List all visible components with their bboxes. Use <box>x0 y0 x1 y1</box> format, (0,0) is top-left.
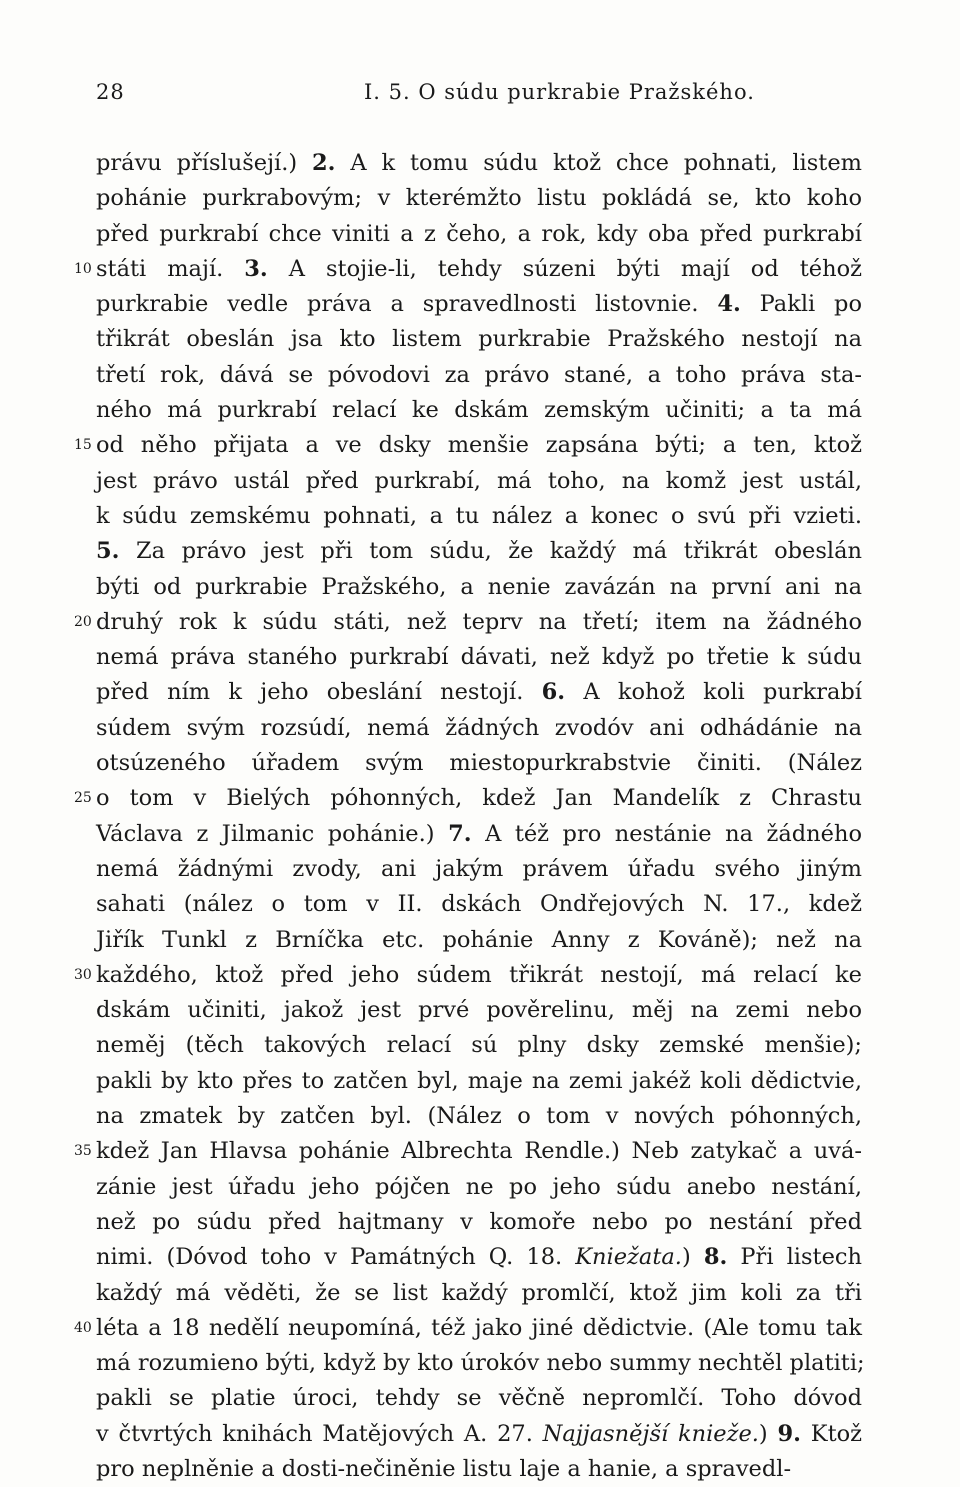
text-line <box>74 605 862 640</box>
line-text: dskám učiniti, jakož jest prvé pověrelinu, měj na zemi nebo <box>96 997 862 1024</box>
italic-citation: Kniežata. <box>575 1244 682 1271</box>
line-text: sahati (nález o tom v II. dskách Ondřejových N. 17., kdež <box>96 891 862 918</box>
text-line <box>96 1346 865 1381</box>
body-text <box>74 146 865 1487</box>
line-number: 20 <box>74 613 92 630</box>
line-text: od něho přijata a ve dsky menšie zapsána býti; a ten, ktož <box>96 432 862 459</box>
text-line <box>96 746 862 781</box>
text-line <box>96 1028 862 1063</box>
line-text: každý má věděti, že se list každý promlčí, ktož jim koli za tři <box>96 1279 862 1306</box>
section-number: 3. <box>244 255 268 282</box>
line-text: má rozumieno býti, když by kto úrokóv nebo summy nechtěl platiti; <box>96 1350 865 1377</box>
text-line <box>74 781 862 816</box>
line-text: otsúzeného úřadem svým miestopurkrabstvie činiti. (Nález <box>96 750 862 777</box>
running-head: I. 5. O súdu purkrabie Pražského. <box>364 80 755 104</box>
text-line <box>96 1452 862 1487</box>
section-number: 5. <box>96 538 120 565</box>
text-line <box>96 1170 862 1205</box>
line-text: neměj (těch takových relací sú plny dsky zemské menšie); <box>96 1032 862 1059</box>
line-text: právu příslušejí.) 2. A k tomu súdu ktož chce pohnati, listem <box>96 150 862 176</box>
text-line <box>74 1134 862 1169</box>
text-line <box>96 1205 862 1240</box>
text-line <box>96 1417 862 1452</box>
line-text: pohánie purkrabovým; v kterémžto listu pokládá se, kto koho <box>96 185 862 212</box>
text-line <box>74 428 862 463</box>
line-text: Václava z Jilmanic pohánie.) 7. A též pro nestánie na žádného <box>96 820 863 847</box>
line-text: purkrabie vedle práva a spravedlnosti listovnie. 4. Pakli po <box>96 291 862 318</box>
section-number: 2. <box>312 150 336 176</box>
text-line <box>96 287 862 322</box>
line-text: státi mají. 3. A stojie-li, tehdy súzeni býti mají od téhož <box>96 255 862 282</box>
line-text: třetí rok, dává se póvodovi za právo stané, a toho práva sta- <box>96 361 862 388</box>
line-text: pro neplněnie a dosti-nečiněnie listu laje a hanie, a spravedl- <box>96 1455 792 1482</box>
section-number: 6. <box>541 679 566 706</box>
text-line <box>96 852 862 887</box>
line-number: 40 <box>74 1319 92 1336</box>
text-line <box>96 217 862 252</box>
line-text: v čtvrtých knihách Matějových A. 27. Najjasnější knieže.) 9. Ktož <box>96 1420 863 1447</box>
line-text: býti od purkrabie Pražského, a nenie zavázán na první ani na <box>96 573 862 600</box>
text-line <box>96 534 862 569</box>
text-line <box>96 322 862 357</box>
line-text: třikrát obeslán jsa kto listem purkrabie Pražského nestojí na <box>96 326 862 353</box>
line-text: pakli se platie úroci, tehdy se věčně nepromlčí. Toho dóvod <box>96 1385 862 1412</box>
line-text: Jiřík Tunkl z Brníčka etc. pohánie Anny z Kováně); než na <box>96 926 862 953</box>
text-line <box>96 1381 862 1416</box>
text-line <box>74 252 862 287</box>
line-text: o tom v Bielých póhonných, kdež Jan Mandelík z Chrastu <box>96 785 862 812</box>
line-text: súdem svým rozsúdí, nemá žádných zvodóv ani odhádánie na <box>96 714 862 741</box>
text-line <box>96 146 862 181</box>
text-line <box>96 711 862 746</box>
page-number: 28 <box>96 80 125 104</box>
line-text: ného má purkrabí relací ke dskám zemským učiniti; a ta má <box>96 397 862 424</box>
line-text: nemá žádnými zvody, ani jakým právem úřadu svého jiným <box>96 855 862 882</box>
italic-citation: Najjasnější knieže. <box>542 1420 759 1447</box>
text-line <box>74 1311 862 1346</box>
text-line <box>96 1240 862 1275</box>
line-number: 15 <box>74 437 92 454</box>
text-line <box>96 640 862 675</box>
text-line <box>96 1276 862 1311</box>
text-line <box>96 464 862 499</box>
line-text: každého, ktož před jeho súdem třikrát nestojí, má relací ke <box>96 961 862 988</box>
line-text: k súdu zemskému pohnati, a tu nález a konec o svú při vzieti. <box>96 502 862 529</box>
text-line <box>96 817 862 852</box>
section-number: 9. <box>777 1420 801 1447</box>
text-line <box>96 393 862 428</box>
line-text: kdež Jan Hlavsa pohánie Albrechta Rendle.) Neb zatykač a uvá- <box>96 1138 862 1165</box>
text-line <box>96 1064 862 1099</box>
line-text: léta a 18 nedělí neupomíná, též jako jiné dědictvie. (Ale tomu tak <box>96 1314 862 1341</box>
line-number: 10 <box>74 260 92 277</box>
page-header <box>96 80 856 114</box>
text-line <box>96 181 862 216</box>
line-number: 35 <box>74 1143 92 1160</box>
text-line <box>96 923 862 958</box>
line-text: jest právo ustál před purkrabí, má toho, na komž jest ustál, <box>96 467 862 494</box>
line-text: nimi. (Dóvod toho v Památných Q. 18. Kniežata.) 8. Při listech <box>96 1244 862 1271</box>
line-text: na zmatek by zatčen byl. (Nález o tom v nových póhonných, <box>96 1103 862 1130</box>
text-line <box>96 993 862 1028</box>
text-line <box>96 675 862 710</box>
line-text: pakli by kto přes to zatčen byl, maje na zemi jakéž koli dědictvie, <box>96 1067 862 1094</box>
text-line <box>96 499 862 534</box>
line-text: zánie jest úřadu jeho pójčen ne po jeho súdu anebo nestání, <box>96 1173 862 1200</box>
text-line <box>96 570 862 605</box>
line-text: 5. Za právo jest při tom súdu, že každý má třikrát obeslán <box>96 538 862 565</box>
section-number: 4. <box>717 291 741 318</box>
section-number: 7. <box>448 820 472 847</box>
line-text: před ním k jeho obeslání nestojí. 6. A kohož koli purkrabí <box>96 679 862 706</box>
text-line <box>96 1099 862 1134</box>
text-line <box>96 358 862 393</box>
line-text: druhý rok k súdu státi, než teprv na třetí; item na žádného <box>96 608 862 635</box>
text-line <box>96 887 862 922</box>
line-text: nemá práva staného purkrabí dávati, než když po třetie k súdu <box>96 644 862 671</box>
line-number: 30 <box>74 966 92 983</box>
line-text: před purkrabí chce viniti a z čeho, a rok, kdy oba před purkrabí <box>96 220 862 247</box>
section-number: 8. <box>703 1244 728 1271</box>
line-number: 25 <box>74 790 92 807</box>
text-line <box>74 958 862 993</box>
line-text: než po súdu před hajtmany v komoře nebo po nestání před <box>96 1208 862 1235</box>
